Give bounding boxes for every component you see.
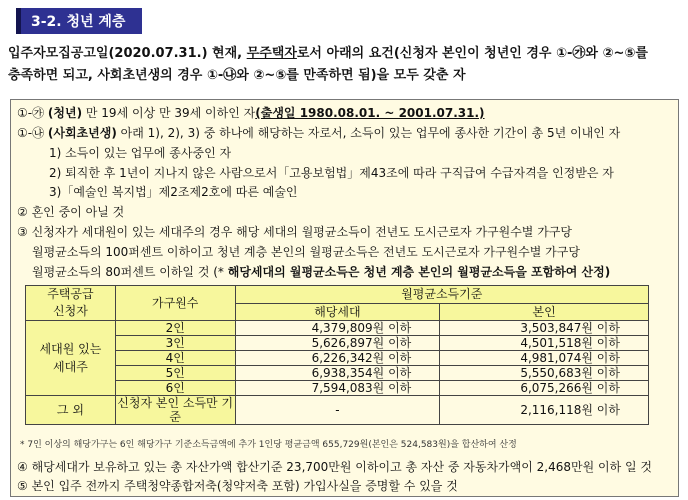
intro-line-2: 충족하면 되고, 사회초년생의 경우 ①-㉯와 ②~⑤를 만족하면 됨)을 모두 갖춘 자 bbox=[8, 68, 466, 83]
intro-line-1: 입주자모집공고일(2020.07.31.) 현재, 무주택자로서 아래의 요건(신청자 본인이 청년인 경우 ①-㉮와 ②~⑤를 bbox=[8, 46, 648, 61]
group-cell: 세대원 있는 세대주 bbox=[26, 321, 116, 396]
sub-item-3: 3)「예술인 복지법」제2조제2호에 따른 예술인 bbox=[49, 185, 298, 199]
other-members-cell: 신청자 본인 소득만 기준 bbox=[117, 396, 234, 424]
self-income-cell: 5,550,683원 이하 bbox=[440, 366, 649, 381]
members-cell: 2인 bbox=[115, 321, 235, 336]
section-title: 3-2. 청년 계층 bbox=[31, 14, 126, 30]
household-income-cell: 5,626,897원 이하 bbox=[235, 336, 440, 351]
self-income-cell: 4,981,074원 이하 bbox=[440, 351, 649, 366]
self-income-cell: 3,503,847원 이하 bbox=[440, 321, 649, 336]
household-income-cell: 4,379,809원 이하 bbox=[235, 321, 440, 336]
th-self: 본인 bbox=[440, 303, 649, 321]
members-cell: 5인 bbox=[115, 366, 235, 381]
intro-text bbox=[8, 43, 684, 87]
item-3-line-1: ③ 신청자가 세대원이 있는 세대주의 경우 해당 세대의 월평균소득이 전년도 도시근로자 가구원수별 가구당 bbox=[17, 225, 572, 239]
self-income-cell: 4,501,518원 이하 bbox=[440, 336, 649, 351]
members-cell: 4인 bbox=[115, 351, 235, 366]
th-household: 해당세대 bbox=[235, 303, 440, 321]
item-4: ④ 해당세대가 보유하고 있는 총 자산가액 합산기준 23,700만원 이하이고 총 자산 중 자동차가액이 2,468만원 이하 일 것 bbox=[17, 460, 652, 474]
income-table bbox=[25, 285, 649, 425]
item-5: ⑤ 본인 입주 전까지 주택청약종합저축(청약저축 포함) 가입사실을 증명할 수 있을 것 bbox=[17, 479, 458, 493]
members-cell: 6인 bbox=[115, 381, 235, 396]
table-footnote: * 7인 이상의 해당가구는 6인 해당가구 기준소득금액에 추가 1인당 평균금액 655,729원(본인은 524,583원)을 합산하여 산정 bbox=[20, 440, 517, 450]
sub-item-1: 1) 소득이 있는 업무에 종사중인 자 bbox=[49, 146, 232, 160]
other-label-cell: 그 외 bbox=[26, 396, 116, 425]
self-income-cell: 6,075,266원 이하 bbox=[440, 381, 649, 396]
item-2: ② 혼인 중이 아닐 것 bbox=[17, 205, 125, 219]
th-income: 월평균소득기준 bbox=[235, 286, 648, 304]
item-3-line-3: 월평균소득의 80퍼센트 이하일 것 (* 해당세대의 월평균소득은 청년 계층 본인의 월평균소득을 포함하여 산정) bbox=[32, 265, 611, 279]
th-members: 가구원수 bbox=[115, 286, 235, 321]
th-supply-applicant: 주택공급 신청자 bbox=[26, 286, 116, 321]
other-self-cell: 2,116,118원 이하 bbox=[440, 396, 649, 425]
household-income-cell: 6,938,354원 이하 bbox=[235, 366, 440, 381]
sub-item-2: 2) 퇴직한 후 1년이 지나지 않은 사람으로서「고용보험법」제43조에 따라 구직급여 수급자격을 인정받은 자 bbox=[49, 166, 614, 180]
household-income-cell: 7,594,083원 이하 bbox=[235, 381, 440, 396]
item-1a: ①-㉮ (청년) 만 19세 이상 만 39세 이하인 자(출생일 1980.08.01. ~ 2001.07.31.) bbox=[17, 106, 485, 120]
other-household-cell: - bbox=[235, 396, 440, 425]
members-cell: 3인 bbox=[115, 336, 235, 351]
item-3-line-2: 월평균소득의 100퍼센트 이하이고 청년 계층 본인의 월평균소득은 전년도 도시근로자 가구원수별 가구당 bbox=[32, 245, 580, 259]
item-1b: ①-㉯ (사회초년생) 아래 1), 2), 3) 중 하나에 해당하는 자로서, 소득이 있는 업무에 종사한 기간이 총 5년 이내인 자 bbox=[17, 126, 621, 140]
household-income-cell: 6,226,342원 이하 bbox=[235, 351, 440, 366]
section-header bbox=[16, 8, 142, 34]
